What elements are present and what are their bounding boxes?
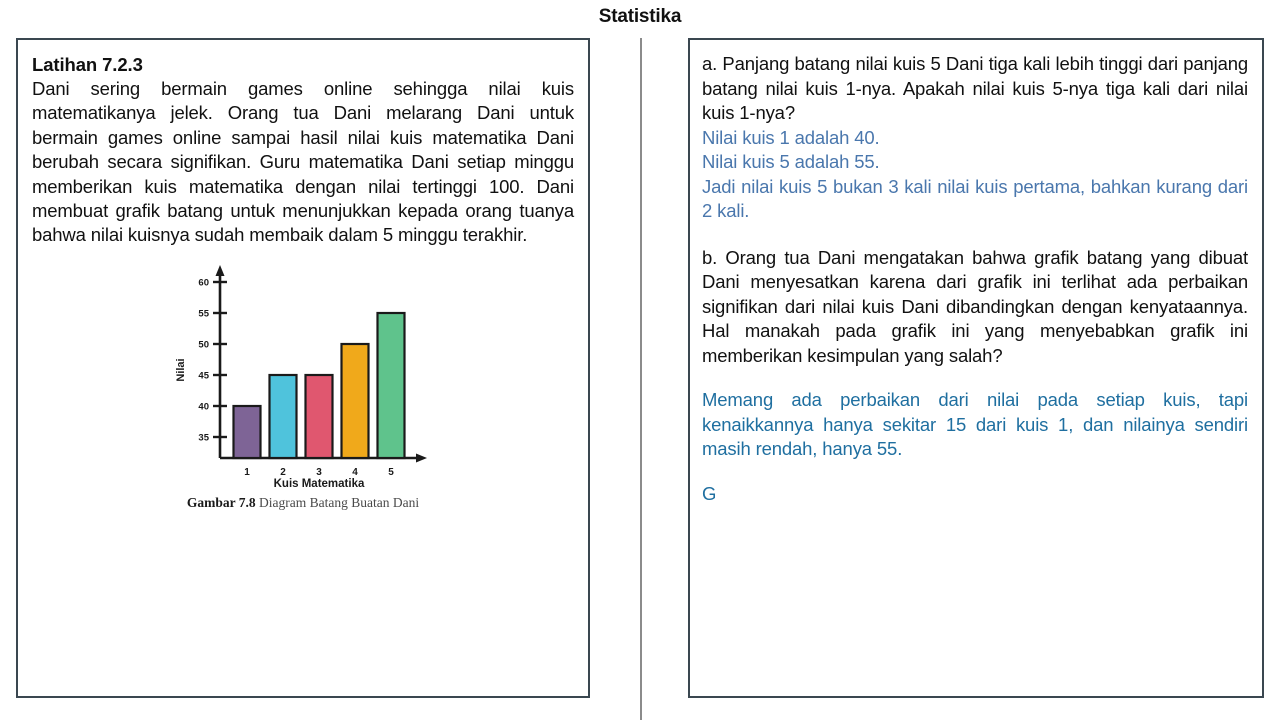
right-panel xyxy=(688,38,1264,698)
y-tick-label: 55 xyxy=(198,308,209,320)
bar-chart-svg xyxy=(168,262,438,487)
question-a: a. Panjang batang nilai kuis 5 Dani tiga kali lebih tinggi dari panjang batang nilai kuis 1-nya. Apakah nilai kuis 5-nya tiga kali dari nilai kuis 1-nya? xyxy=(702,53,1248,123)
figure-caption-label: Gambar 7.8 xyxy=(186,494,256,510)
answer-b: Memang ada perbaikan dari nilai pada setiap kuis, tapi kenaikkannya hanya sekitar 15 dari kuis 1, dan nilainya sendiri masih rendah, hanya 55. xyxy=(702,389,1248,459)
x-tick-label: 3 xyxy=(316,466,322,478)
left-panel xyxy=(16,38,590,698)
bar-5 xyxy=(378,313,405,458)
exercise-heading: Latihan 7.2.3 xyxy=(32,54,143,75)
y-tick-label: 60 xyxy=(198,277,209,289)
page-title: Statistika xyxy=(598,6,682,27)
spacer xyxy=(702,462,1248,482)
answer-a-line-1: Nilai kuis 1 adalah 40. xyxy=(702,126,880,148)
x-tick-label: 5 xyxy=(388,466,394,478)
figure-block xyxy=(30,262,576,511)
answer-a xyxy=(702,126,1248,224)
y-tick-label: 50 xyxy=(198,339,209,351)
x-axis-title: Kuis Matematika xyxy=(273,477,365,487)
spacer xyxy=(702,368,1248,388)
spacer xyxy=(702,224,1248,246)
x-tick-label: 4 xyxy=(352,466,358,478)
y-tick-label: 45 xyxy=(198,370,209,382)
x-tick-label: 2 xyxy=(280,466,286,478)
y-tick-label: 40 xyxy=(198,401,209,413)
y-tick-label: 35 xyxy=(198,432,209,444)
figure-caption xyxy=(30,495,576,511)
y-axis-tick-labels xyxy=(198,277,209,443)
x-axis-tick-labels xyxy=(244,467,394,478)
center-divider xyxy=(640,38,642,720)
bar-chart xyxy=(168,262,438,487)
question-b: b. Orang tua Dani mengatakan bahwa grafik batang yang dibuat Dani menyesatkan karena dari grafik ini terlihat ada perbaikan signifikan dari nilai kuis Dani dibandingkan dengan kenyataannya. Hal manakah pada grafik ini yang menyebabkan grafik ini memberikan kesimpulan yang salah? xyxy=(702,246,1248,366)
bar-2 xyxy=(270,375,297,458)
answer-b-partial-entry[interactable]: G xyxy=(702,482,717,504)
bar-series xyxy=(234,313,405,458)
exercise-body-text: Dani sering bermain games online sehingga nilai kuis matematikanya jelek. Orang tua Dani melarang Dani untuk bermain games online sampai hasil nilai kuis matematika Dani berubah secara signifikan. Guru matematika Dani setiap minggu memberikan kuis matematika dengan nilai tertinggi 100. Dani membuat grafik batang untuk menunjukkan kepada orang tuanya bahwa nilai kuisnya sudah membaik dalam 5 minggu terakhir. xyxy=(32,78,574,246)
bar-3 xyxy=(306,375,333,458)
bar-1 xyxy=(234,406,261,458)
answer-a-line-3: Jadi nilai kuis 5 bukan 3 kali nilai kuis pertama, bahkan kurang dari 2 kali. xyxy=(702,175,1248,221)
x-tick-label: 1 xyxy=(244,466,250,478)
y-axis-title: Nilai xyxy=(175,358,187,382)
bar-4 xyxy=(342,344,369,458)
figure-caption-text: Diagram Batang Buatan Dani xyxy=(255,494,420,510)
answer-a-line-2: Nilai kuis 5 adalah 55. xyxy=(702,151,880,172)
